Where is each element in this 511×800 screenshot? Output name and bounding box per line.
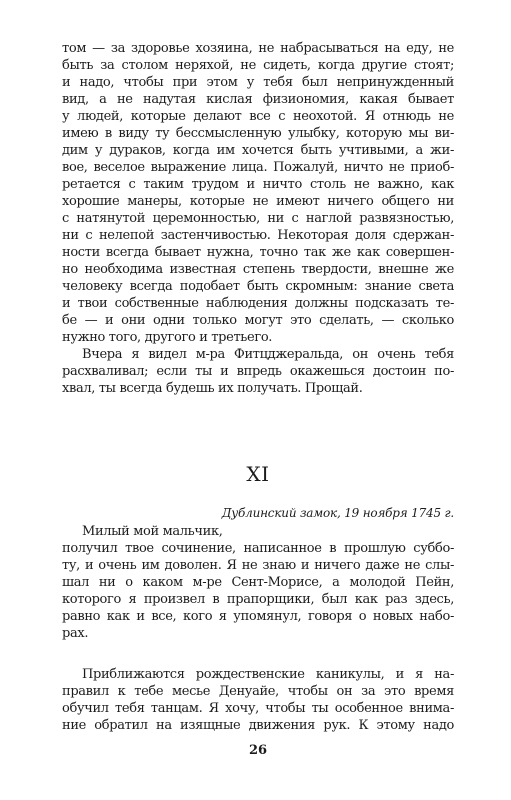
book-page [62, 40, 454, 758]
text-line: Вчера я видел м-ра Фитцджеральда, он очень тебя [82, 347, 454, 362]
text-line: ни с нелепой застенчивостью. Некоторая доля сдержан- [62, 228, 454, 243]
paragraph-2 [62, 346, 454, 397]
text-line: у людей, которые делают все с неохотой. Я отнюдь не [62, 109, 454, 124]
text-line: человеку всегда подобает быть скромным: знание света [62, 279, 454, 294]
text-line: ретается с таким трудом и ничто столь не важно, как [62, 177, 454, 192]
letter-dateline: Дублинский замок, 19 ноября 1745 г. [221, 506, 454, 520]
text-line: и надо, чтобы при этом у тебя был непринужденный [62, 75, 454, 90]
text-line: вое, веселое выражение лица. Пожалуй, ничто не приоб- [62, 160, 454, 175]
text-line: хвал, ты всегда будешь их получать. Прощай. [62, 381, 363, 396]
text-line: ние обратил на изящные движения рук. К этому надо [62, 718, 454, 733]
text-line: быть за столом неряхой, не сидеть, когда другие стоят; [62, 58, 454, 73]
text-line: ности всегда бывает нужна, точно так же как совершен- [62, 245, 454, 260]
text-line: Приближаются рождественские каникулы, и я на- [82, 667, 454, 682]
text-line: нужно того, другого и третьего. [62, 330, 273, 345]
text-line: хорошие манеры, которые не имеют ничего общего ни [62, 194, 454, 209]
text-line: обучил тебя танцам. Я хочу, чтобы ты особенное внима- [62, 701, 454, 716]
salutation: Милый мой мальчик, [82, 524, 223, 539]
text-line: но необходима известная степень твердости, внешне же [62, 262, 454, 277]
paragraph-1 [62, 40, 454, 346]
text-line: бе — и они одни только могут это сделать, — сколько [62, 313, 454, 328]
text-line: рах. [62, 626, 89, 641]
text-line: и твои собственные наблюдения должны подсказать те- [62, 296, 454, 311]
page-number: 26 [248, 743, 268, 758]
text-line: том — за здоровье хозяина, не набрасываться на еду, не [62, 41, 454, 56]
text-line: расхваливал; если ты и впредь окажешься достоин по- [62, 364, 454, 379]
text-line: равно как и все, кого я упомянул, говоря о новых набо- [62, 609, 454, 624]
text-line: шал ни о каком м-ре Сент-Морисе, а молодой Пейн, [62, 575, 454, 590]
text-line: имею в виду ту бессмысленную улыбку, которую мы ви- [62, 126, 454, 141]
text-line: с натянутой церемонностью, ни с наглой развязностью, [62, 211, 454, 226]
text-line: дим у дураков, когда им хочется быть учтивыми, а жи- [62, 143, 454, 158]
text-line: получил твое сочинение, написанное в прошлую суббо- [62, 541, 454, 556]
text-line: которого я произвел в прапорщики, был как раз здесь, [62, 592, 454, 607]
text-line: правил к тебе месье Денуайе, чтобы он за это время [62, 684, 454, 699]
text-line: ту, и очень им доволен. Я не знаю и ничего даже не слы- [62, 558, 454, 573]
chapter-title: XI [246, 462, 270, 486]
paragraph-4 [62, 666, 454, 734]
letter-opening [62, 523, 454, 642]
text-line: вид, а не надутая кислая физиономия, какая бывает [62, 92, 454, 107]
